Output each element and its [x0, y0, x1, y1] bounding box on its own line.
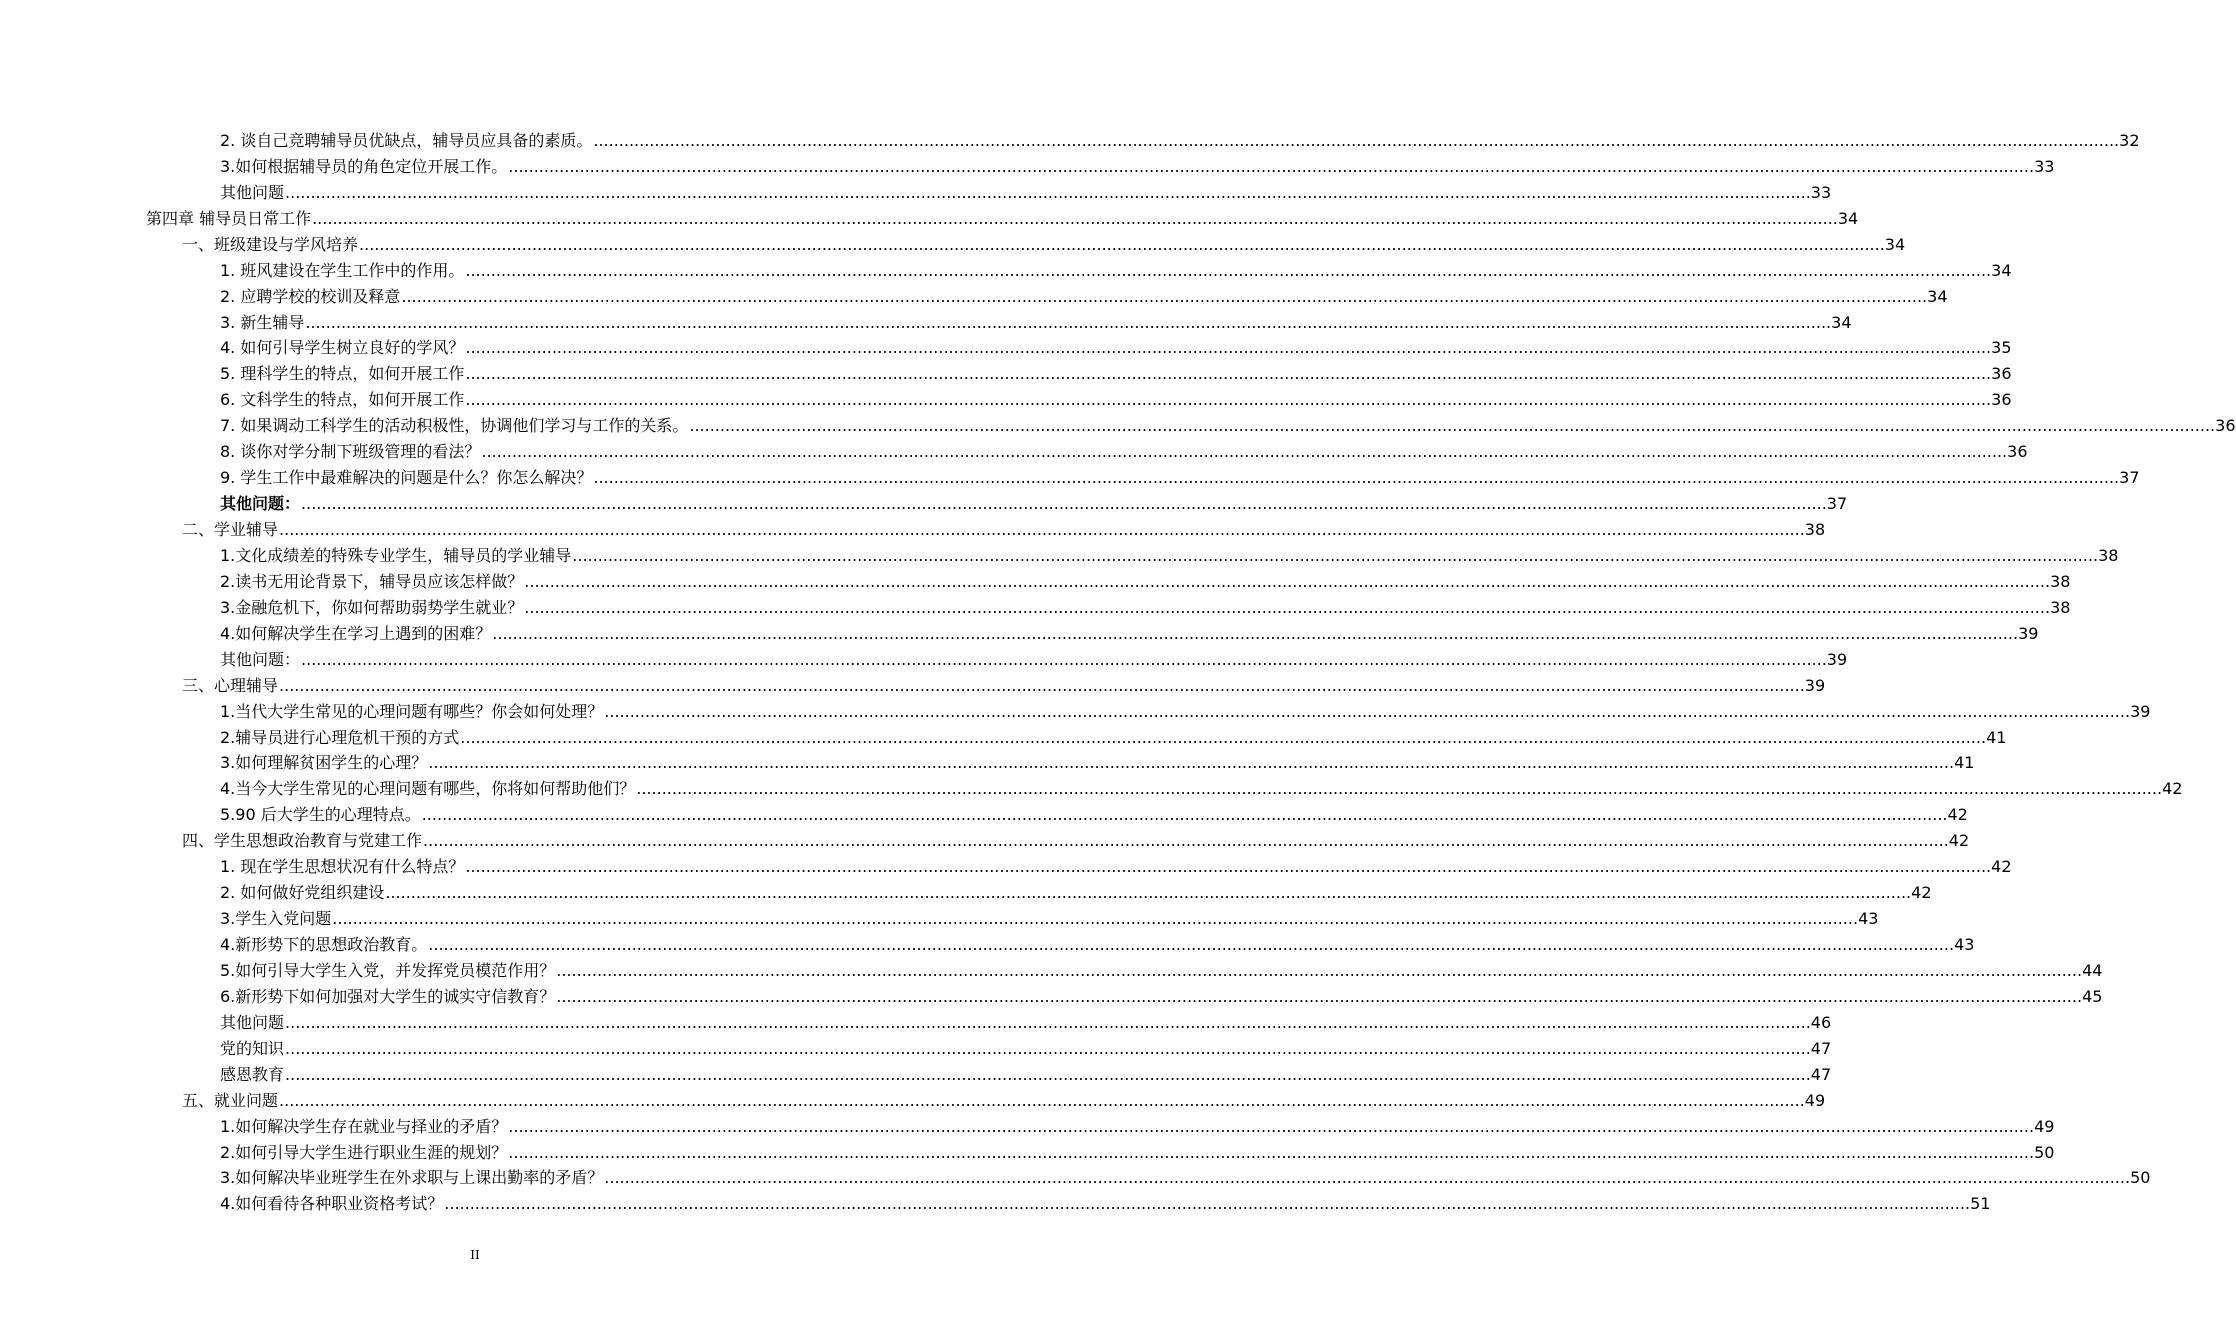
toc-entry-page: 37 [2119, 468, 2140, 488]
toc-leader-dots: ............................................................................................................................................................................................................................................................................................................ [332, 909, 1859, 929]
toc-entry-title: 二、学业辅导 [182, 520, 279, 539]
toc-entry-page: 32 [2119, 130, 2140, 150]
toc-entry-title: 4. 如何引导学生树立良好的学风？ [220, 338, 465, 358]
toc-entry[interactable] [220, 437, 2028, 463]
toc-entry-title: 6.新形势下如何加强对大学生的诚实守信教育？ [220, 986, 556, 1006]
page-number: II [470, 1248, 480, 1262]
toc-leader-dots: ............................................................................................................................................................................................................................................................................................................ [465, 390, 1992, 410]
toc-leader-dots: ............................................................................................................................................................................................................................................................................................................ [689, 416, 2216, 436]
toc-entry-page: 50 [2034, 1142, 2055, 1162]
toc-entry-page: 50 [2130, 1168, 2151, 1188]
toc-entry-page: 38 [1804, 520, 1826, 539]
toc-entry[interactable] [220, 930, 1975, 956]
toc-entry-title: 2.辅导员进行心理危机干预的方式 [220, 727, 460, 747]
toc-entry[interactable] [220, 411, 2236, 437]
toc-leader-dots: ............................................................................................................................................................................................................................................................................................................ [423, 831, 1949, 851]
toc-leader-dots: ............................................................................................................................................................................................................................................................................................................ [460, 727, 1987, 747]
toc-entry[interactable] [146, 204, 1859, 230]
toc-leader-dots: ............................................................................................................................................................................................................................................................................................................ [401, 286, 1928, 306]
toc-leader-dots: ............................................................................................................................................................................................................................................................................................................ [556, 960, 2083, 980]
toc-entry[interactable] [220, 645, 1848, 671]
toc-entry-title: 1.文化成绩差的特殊专业学生，辅导员的学业辅导 [220, 545, 572, 565]
toc-entry-page: 42 [1947, 805, 1968, 825]
toc-entry-page: 36 [2215, 416, 2236, 436]
toc-entry-page: 37 [1826, 494, 1848, 514]
toc-entry-page: 34 [1884, 234, 1906, 254]
toc-entry-page: 42 [2162, 779, 2183, 799]
toc-entry-title: 2. 如何做好党组织建设 [220, 883, 385, 903]
toc-entry-title: 1.如何解决学生存在就业与择业的矛盾？ [220, 1116, 508, 1136]
toc-entry[interactable] [182, 826, 1970, 852]
toc-entry-page: 45 [2082, 986, 2103, 1006]
toc-leader-dots: ............................................................................................................................................................................................................................................................................................................ [428, 935, 1955, 954]
toc-entry-page: 51 [1970, 1194, 1991, 1214]
toc-entry[interactable] [220, 178, 1832, 204]
toc-entry-title: 3.学生入党问题 [220, 909, 332, 929]
toc-entry-title: 4.新形势下的思想政治教育。 [220, 935, 428, 954]
toc-entry[interactable] [220, 1164, 2151, 1190]
toc-entry[interactable] [220, 1138, 2055, 1164]
toc-leader-dots: ............................................................................................................................................................................................................................................................................................................ [481, 442, 2008, 462]
toc-entry-title: 其他问题： [220, 494, 301, 514]
toc-entry-title: 其他问题： [220, 649, 301, 669]
toc-entry-title: 3.如何理解贫困学生的心理？ [220, 753, 428, 773]
toc-entry-page: 33 [1810, 182, 1832, 202]
toc-leader-dots: ............................................................................................................................................................................................................................................................................................................ [572, 545, 2099, 565]
toc-leader-dots: ............................................................................................................................................................................................................................................................................................................ [285, 1012, 1811, 1032]
toc-entry-title: 四、学生思想政治教育与党建工作 [182, 831, 423, 851]
toc-entry-page: 35 [1991, 338, 2012, 358]
toc-entry-title: 8. 谈你对学分制下班级管理的看法？ [220, 442, 481, 462]
toc-entry-page: 49 [2034, 1116, 2055, 1136]
toc-leader-dots: ............................................................................................................................................................................................................................................................................................................ [285, 182, 1811, 202]
toc-entry-page: 49 [1804, 1090, 1826, 1110]
toc-entry[interactable] [220, 697, 2151, 723]
toc-entry-title: 一、班级建设与学风培养 [182, 234, 359, 254]
toc-entry[interactable] [220, 774, 2183, 800]
toc-entry[interactable] [220, 282, 1948, 308]
toc-entry[interactable] [220, 1034, 1832, 1060]
toc-entry-page: 43 [1954, 935, 1975, 954]
toc-entry-title: 1.当代大学生常见的心理问题有哪些？你会如何处理？ [220, 701, 604, 721]
toc-leader-dots: ............................................................................................................................................................................................................................................................................................................ [556, 986, 2083, 1006]
toc-entry-page: 39 [2130, 701, 2151, 721]
toc-entry[interactable] [220, 878, 1932, 904]
toc-entry-page: 42 [1911, 883, 1932, 903]
toc-leader-dots: ............................................................................................................................................................................................................................................................................................................ [593, 130, 2120, 150]
toc-entry-title: 2.读书无用论背景下，辅导员应该怎样做？ [220, 571, 524, 591]
toc-entry[interactable] [220, 904, 1879, 930]
toc-entry-page: 42 [1948, 831, 1970, 851]
toc-entry-page: 43 [1858, 909, 1879, 929]
toc-leader-dots: ............................................................................................................................................................................................................................................................................................................ [508, 156, 2035, 176]
toc-leader-dots: ............................................................................................................................................................................................................................................................................................................ [285, 1064, 1811, 1084]
toc-leader-dots: ............................................................................................................................................................................................................................................................................................................ [636, 779, 2163, 799]
toc-leader-dots: ............................................................................................................................................................................................................................................................................................................ [465, 338, 1992, 358]
toc-leader-dots: ............................................................................................................................................................................................................................................................................................................ [359, 234, 1885, 254]
toc-entry-page: 36 [1991, 390, 2012, 410]
toc-leader-dots: ............................................................................................................................................................................................................................................................................................................ [465, 260, 1992, 280]
toc-entry-title: 2.如何引导大学生进行职业生涯的规划？ [220, 1142, 508, 1162]
toc-entry[interactable] [220, 567, 2071, 593]
toc-entry-page: 34 [1991, 260, 2012, 280]
toc-entry-title: 3. 新生辅导 [220, 312, 305, 332]
toc-entry-title: 其他问题 [220, 182, 285, 202]
toc-leader-dots: ............................................................................................................................................................................................................................................................................................................ [604, 701, 2131, 721]
toc-leader-dots: ............................................................................................................................................................................................................................................................................................................ [279, 520, 1805, 539]
toc-leader-dots: ............................................................................................................................................................................................................................................................................................................ [279, 675, 1805, 695]
toc-entry-title: 党的知识 [220, 1038, 285, 1058]
toc-leader-dots: ............................................................................................................................................................................................................................................................................................................ [593, 468, 2120, 488]
toc-entry[interactable] [220, 723, 2007, 749]
toc-entry-page: 41 [1986, 727, 2007, 747]
toc-entry-title: 5.90 后大学生的心理特点。 [220, 805, 421, 825]
toc-entry[interactable] [220, 541, 2119, 567]
toc-entry[interactable] [220, 852, 2012, 878]
toc-entry-title: 第四章 辅导员日常工作 [146, 208, 312, 228]
toc-entry-title: 7. 如果调动工科学生的活动积极性，协调他们学习与工作的关系。 [220, 416, 689, 436]
toc-entry-page: 47 [1810, 1038, 1832, 1058]
toc-entry-page: 47 [1810, 1064, 1832, 1084]
toc-entry-page: 41 [1954, 753, 1975, 773]
toc-entry[interactable] [220, 334, 2012, 360]
toc-entry[interactable] [220, 800, 1968, 826]
toc-entry[interactable] [182, 515, 1826, 541]
toc-entry[interactable] [182, 671, 1826, 697]
toc-entry[interactable] [220, 619, 2039, 645]
toc-leader-dots: ............................................................................................................................................................................................................................................................................................................ [428, 753, 1955, 773]
toc-entry-page: 34 [1831, 312, 1852, 332]
toc-entry[interactable] [220, 956, 2103, 982]
toc-entry-title: 4.如何解决学生在学习上遇到的困难？ [220, 623, 492, 643]
toc-entry[interactable] [220, 385, 2012, 411]
toc-entry-page: 39 [1826, 649, 1848, 669]
toc-leader-dots: ............................................................................................................................................................................................................................................................................................................ [508, 1116, 2035, 1136]
toc-leader-dots: ............................................................................................................................................................................................................................................................................................................ [421, 805, 1948, 825]
toc-entry-page: 33 [2034, 156, 2055, 176]
toc-entry[interactable] [220, 463, 2140, 489]
toc-leader-dots: ............................................................................................................................................................................................................................................................................................................ [604, 1168, 2131, 1188]
toc-leader-dots: ............................................................................................................................................................................................................................................................................................................ [279, 1090, 1805, 1110]
toc-leader-dots: ............................................................................................................................................................................................................................................................................................................ [524, 597, 2051, 617]
toc-entry[interactable] [220, 1189, 1991, 1215]
toc-entry-title: 3.如何解决毕业班学生在外求职与上课出勤率的矛盾？ [220, 1168, 604, 1188]
toc-entry-page: 38 [2098, 545, 2119, 565]
toc-leader-dots: ............................................................................................................................................................................................................................................................................................................ [444, 1194, 1971, 1214]
toc-entry-title: 2. 应聘学校的校训及释意 [220, 286, 401, 306]
toc-leader-dots: ............................................................................................................................................................................................................................................................................................................ [465, 857, 1992, 877]
toc-entry[interactable] [182, 230, 1906, 256]
toc-entry-page: 34 [1927, 286, 1948, 306]
toc-leader-dots: ............................................................................................................................................................................................................................................................................................................ [508, 1142, 2035, 1162]
toc-entry-title: 5. 理科学生的特点，如何开展工作 [220, 364, 465, 384]
toc-entry[interactable] [220, 1008, 1832, 1034]
toc-entry-title: 1. 班风建设在学生工作中的作用。 [220, 260, 465, 280]
toc-entry-page: 38 [2050, 597, 2071, 617]
toc-entry-title: 感恩教育 [220, 1064, 285, 1084]
toc-entry[interactable] [220, 1112, 2055, 1138]
toc-entry[interactable] [182, 1086, 1826, 1112]
toc-entry-page: 36 [2007, 442, 2028, 462]
toc-entry[interactable] [220, 359, 2012, 385]
toc-leader-dots: ............................................................................................................................................................................................................................................................................................................ [492, 623, 2019, 643]
toc-leader-dots: ............................................................................................................................................................................................................................................................................................................ [301, 649, 1827, 669]
toc-entry[interactable] [220, 593, 2071, 619]
toc-entry[interactable] [220, 256, 2012, 282]
toc-entry-title: 三、心理辅导 [182, 675, 279, 695]
toc-leader-dots: ............................................................................................................................................................................................................................................................................................................ [465, 364, 1992, 384]
toc-entry-title: 五、就业问题 [182, 1090, 279, 1110]
toc-entry-title: 其他问题 [220, 1012, 285, 1032]
toc-entry[interactable] [220, 308, 1852, 334]
toc-entry-page: 34 [1837, 208, 1859, 228]
toc-entry-page: 36 [1991, 364, 2012, 384]
toc-entry[interactable] [220, 489, 1848, 515]
toc-entry-title: 2. 谈自己竞聘辅导员优缺点，辅导员应具备的素质。 [220, 130, 593, 150]
toc-entry-title: 4.当今大学生常见的心理问题有哪些，你将如何帮助他们？ [220, 779, 636, 799]
toc-entry[interactable] [220, 126, 2140, 152]
toc-leader-dots: ............................................................................................................................................................................................................................................................................................................ [312, 208, 1838, 228]
toc-entry[interactable] [220, 749, 1975, 775]
toc-entry-page: 38 [2050, 571, 2071, 591]
toc-leader-dots: ............................................................................................................................................................................................................................................................................................................ [285, 1038, 1811, 1058]
toc-entry[interactable] [220, 982, 2103, 1008]
toc-entry-title: 9. 学生工作中最难解决的问题是什么？你怎么解决？ [220, 468, 593, 488]
toc-entry[interactable] [220, 1060, 1832, 1086]
toc-entry-title: 3.如何根据辅导员的角色定位开展工作。 [220, 156, 508, 176]
toc-entry-page: 46 [1810, 1012, 1832, 1032]
toc-entry-title: 1. 现在学生思想状况有什么特点？ [220, 857, 465, 877]
toc-entry-page: 39 [2018, 623, 2039, 643]
toc-leader-dots: ............................................................................................................................................................................................................................................................................................................ [385, 883, 1912, 903]
toc-entry-page: 39 [1804, 675, 1826, 695]
toc-leader-dots: ............................................................................................................................................................................................................................................................................................................ [524, 571, 2051, 591]
toc-entry-page: 42 [1991, 857, 2012, 877]
table-of-contents [0, 126, 2236, 1215]
toc-entry-title: 4.如何看待各种职业资格考试？ [220, 1194, 444, 1214]
toc-entry-page: 44 [2082, 960, 2103, 980]
toc-entry[interactable] [220, 152, 2055, 178]
toc-entry-title: 5.如何引导大学生入党，并发挥党员模范作用？ [220, 960, 556, 980]
toc-entry-title: 6. 文科学生的特点，如何开展工作 [220, 390, 465, 410]
toc-leader-dots: ............................................................................................................................................................................................................................................................................................................ [305, 312, 1832, 332]
toc-leader-dots: ............................................................................................................................................................................................................................................................................................................ [301, 494, 1827, 514]
toc-entry-title: 3.金融危机下，你如何帮助弱势学生就业？ [220, 597, 524, 617]
